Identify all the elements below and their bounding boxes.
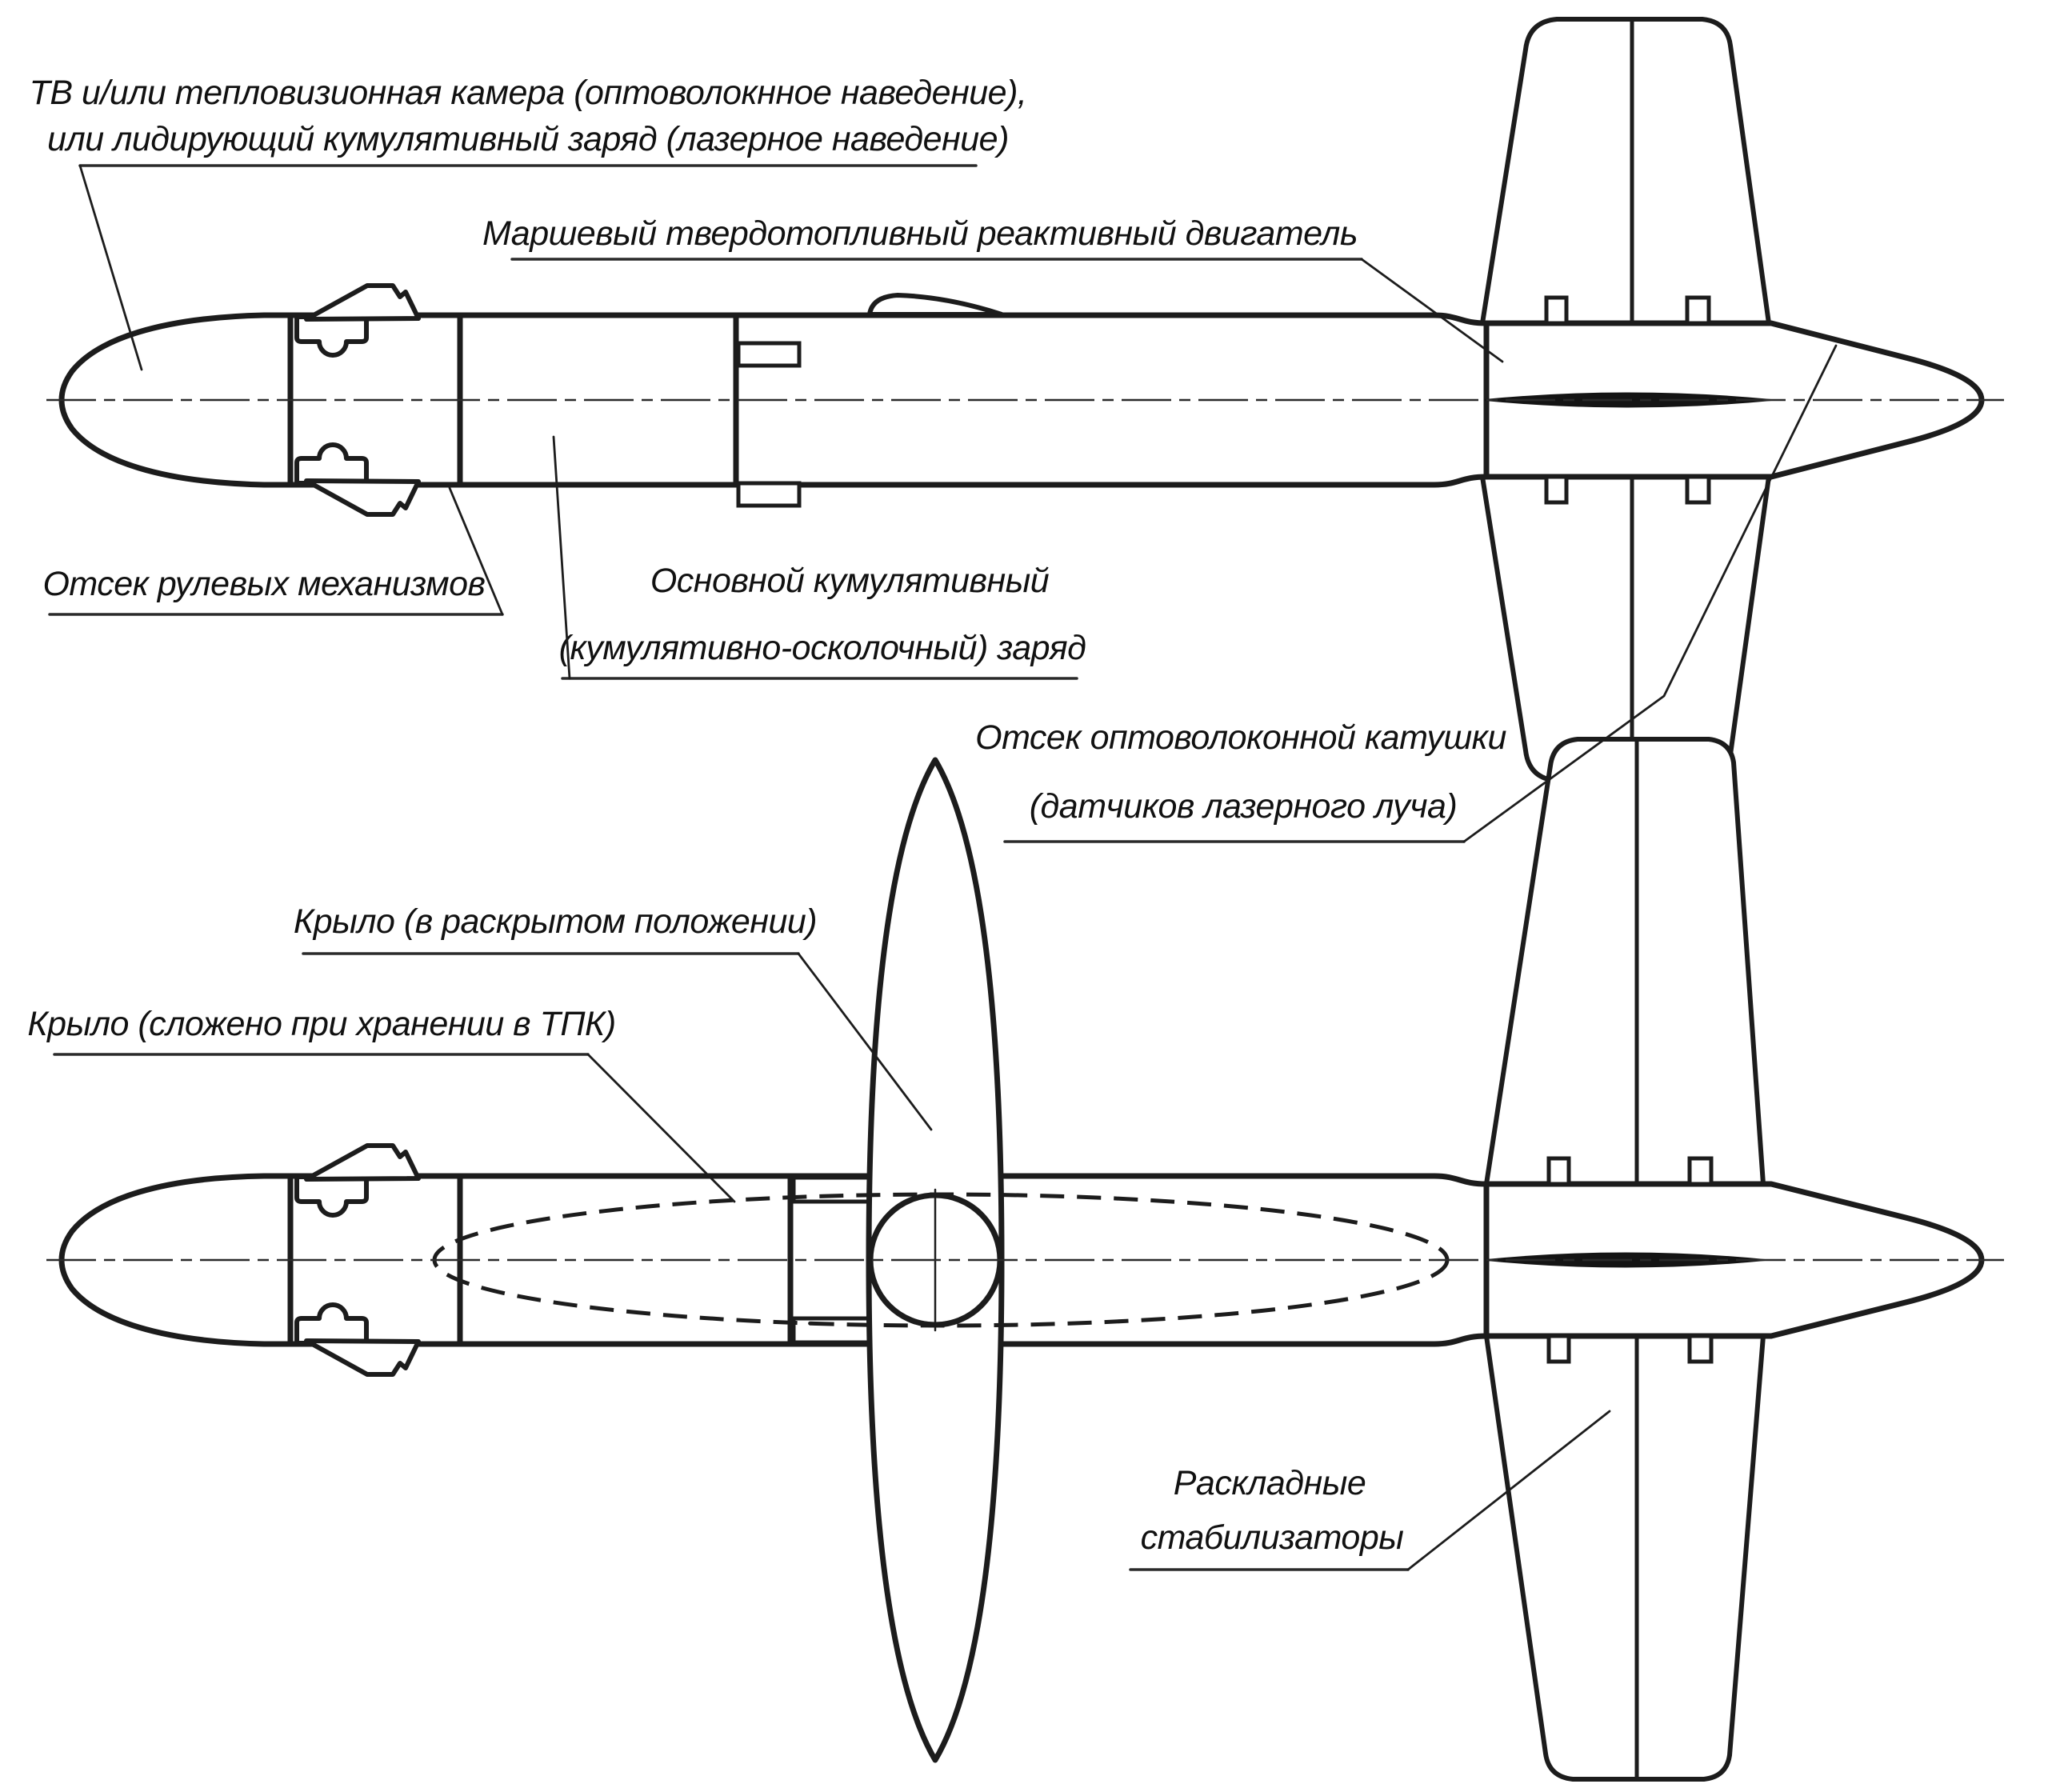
rail-shoe-rect-bottom xyxy=(738,483,799,506)
fin-lug xyxy=(1690,1158,1711,1184)
fin-lug xyxy=(1546,298,1566,323)
stabilizer-fin-upper xyxy=(1486,739,1763,1184)
label-seeker-line2: или лидирующий кумулятивный заряд (лазерное наведение) xyxy=(47,120,1009,158)
fin-lug xyxy=(1687,477,1709,502)
label-warhead-line1: Основной кумулятивный xyxy=(650,562,1050,600)
label-warhead-line2: (кумулятивно-осколочный) заряд xyxy=(558,629,1086,667)
label-fiber-spool-line1: Отсек оптоволоконной катушки xyxy=(975,718,1506,757)
label-wing-deployed: Крыло (в раскрытом положении) xyxy=(293,902,818,941)
fin-lug xyxy=(1549,1158,1569,1184)
fin-lug xyxy=(1549,1336,1569,1362)
stabilizer-fin-upper xyxy=(1482,19,1769,323)
label-stabilizers-line1: Раскладные xyxy=(1173,1464,1366,1502)
hatch-rect-top xyxy=(738,343,799,366)
label-engine: Маршевый твердотопливный реактивный двигатель xyxy=(482,214,1358,253)
wing-edge-on-fairing xyxy=(870,295,1002,314)
callout-steering xyxy=(42,488,502,614)
stabilizer-fin-lower xyxy=(1482,477,1769,781)
label-fiber-spool-line2: (датчиков лазерного луча) xyxy=(1029,787,1458,826)
fin-lug xyxy=(1687,298,1709,323)
label-stabilizers-line2: стабилизаторы xyxy=(1140,1518,1404,1557)
leader-line xyxy=(80,166,142,370)
label-steering: Отсек рулевых механизмов xyxy=(42,565,486,603)
wing-bay-slot-bottom xyxy=(794,1318,869,1342)
canard-fin-bottom xyxy=(306,1341,418,1374)
label-seeker-line1: ТВ и/или тепловизионная камера (оптоволокнное наведение), xyxy=(29,74,1027,112)
canard-fin-top xyxy=(306,286,418,319)
canard-fin-bottom xyxy=(306,481,418,514)
label-wing-folded: Крыло (сложено при хранении в ТПК) xyxy=(27,1005,616,1043)
fin-lug xyxy=(1690,1336,1711,1362)
canard-fin-top xyxy=(306,1146,418,1179)
stabilizer-fin-lower xyxy=(1486,1336,1763,1779)
top-view xyxy=(46,739,2004,1779)
fin-lug xyxy=(1546,477,1566,502)
